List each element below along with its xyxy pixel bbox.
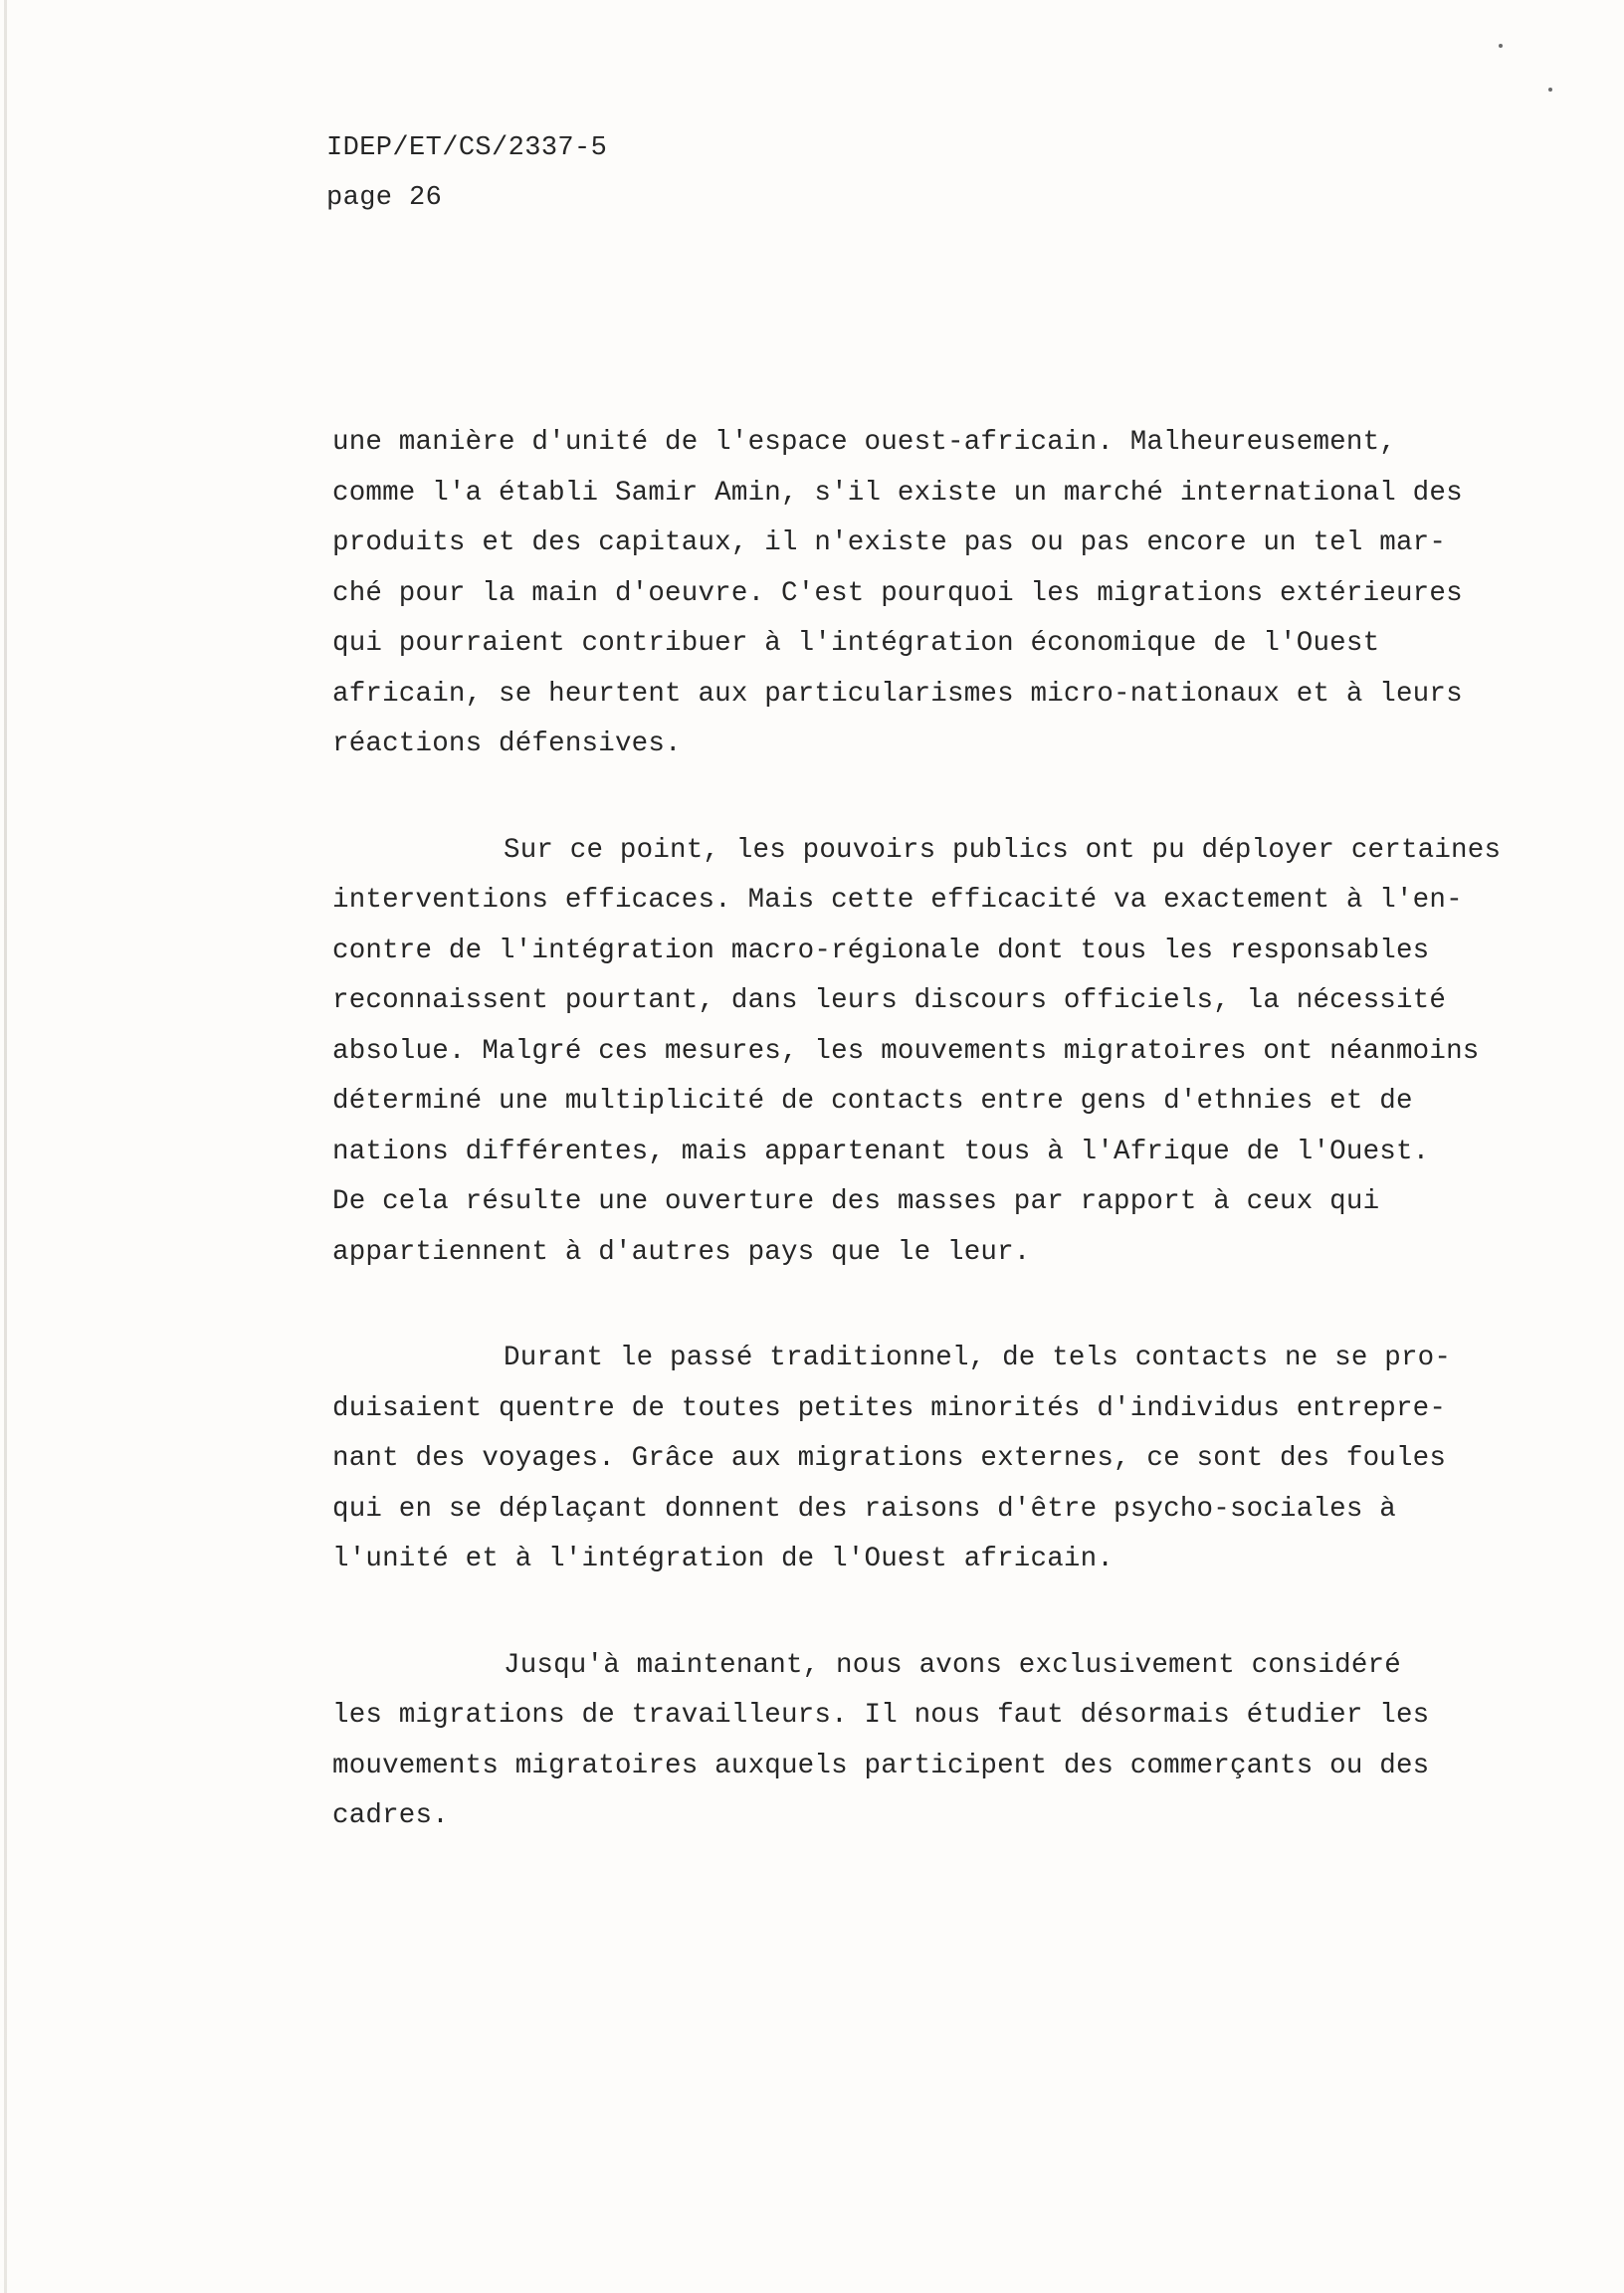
text-line: nations différentes, mais appartenant tous à l'Afrique de l'Ouest. bbox=[332, 1136, 1430, 1167]
page-edge-shadow bbox=[4, 0, 7, 2293]
text-line: ché pour la main d'oeuvre. C'est pourquoi les migrations extérieures bbox=[332, 577, 1463, 609]
text-line: produits et des capitaux, il n'existe pas ou pas encore un tel mar- bbox=[332, 527, 1447, 558]
text-line: appartiennent à d'autres pays que le leur. bbox=[332, 1236, 1031, 1268]
text-line: contre de l'intégration macro-régionale dont tous les responsables bbox=[332, 935, 1430, 966]
text-line: africain, se heurtent aux particularismes micro-nationaux et à leurs bbox=[332, 678, 1463, 710]
text-line: nant des voyages. Grâce aux migrations externes, ce sont des foules bbox=[332, 1443, 1447, 1474]
text-line: qui en se déplaçant donnent des raisons d'être psycho-sociales à bbox=[332, 1493, 1396, 1525]
text-line: absolue. Malgré ces mesures, les mouvements migratoires ont néanmoins bbox=[332, 1035, 1480, 1067]
paragraph bbox=[332, 1334, 1576, 1585]
text-line: les migrations de travailleurs. Il nous faut désormais étudier les bbox=[332, 1700, 1430, 1731]
text-line: interventions efficaces. Mais cette efficacité va exactement à l'en- bbox=[332, 885, 1463, 916]
text-line: réactions défensives. bbox=[332, 729, 682, 759]
scan-speck bbox=[1548, 88, 1552, 92]
text-line: reconnaissent pourtant, dans leurs discours officiels, la nécessité bbox=[332, 985, 1447, 1016]
text-line: Sur ce point, les pouvoirs publics ont pu déployer certaines bbox=[504, 834, 1502, 866]
document-header bbox=[326, 123, 607, 223]
paragraph bbox=[332, 418, 1576, 770]
paragraph bbox=[332, 826, 1576, 1279]
text-line: déterminé une multiplicité de contacts entre gens d'ethnies et de bbox=[332, 1086, 1413, 1117]
text-line: qui pourraient contribuer à l'intégration économique de l'Ouest bbox=[332, 628, 1380, 659]
document-reference: IDEP/ET/CS/2337-5 bbox=[326, 133, 608, 163]
scan-speck bbox=[1499, 44, 1503, 48]
text-line: duisaient quentre de toutes petites minorités d'individus entrepre- bbox=[332, 1392, 1447, 1424]
text-line: une manière d'unité de l'espace ouest-africain. Malheureusement, bbox=[332, 427, 1396, 458]
text-line: Jusqu'à maintenant, nous avons exclusivement considéré bbox=[504, 1649, 1401, 1681]
text-line: comme l'a établi Samir Amin, s'il existe un marché international des bbox=[332, 477, 1463, 509]
text-line: mouvements migratoires auxquels participent des commerçants ou des bbox=[332, 1750, 1430, 1781]
text-line: cadres. bbox=[332, 1800, 449, 1831]
text-line: De cela résulte une ouverture des masses par rapport à ceux qui bbox=[332, 1186, 1380, 1217]
document-body bbox=[332, 418, 1576, 1898]
page-number: page 26 bbox=[326, 183, 443, 213]
text-line: Durant le passé traditionnel, de tels contacts ne se pro- bbox=[504, 1343, 1452, 1373]
paragraph bbox=[332, 1641, 1576, 1842]
text-line: l'unité et à l'intégration de l'Ouest africain. bbox=[332, 1544, 1115, 1574]
